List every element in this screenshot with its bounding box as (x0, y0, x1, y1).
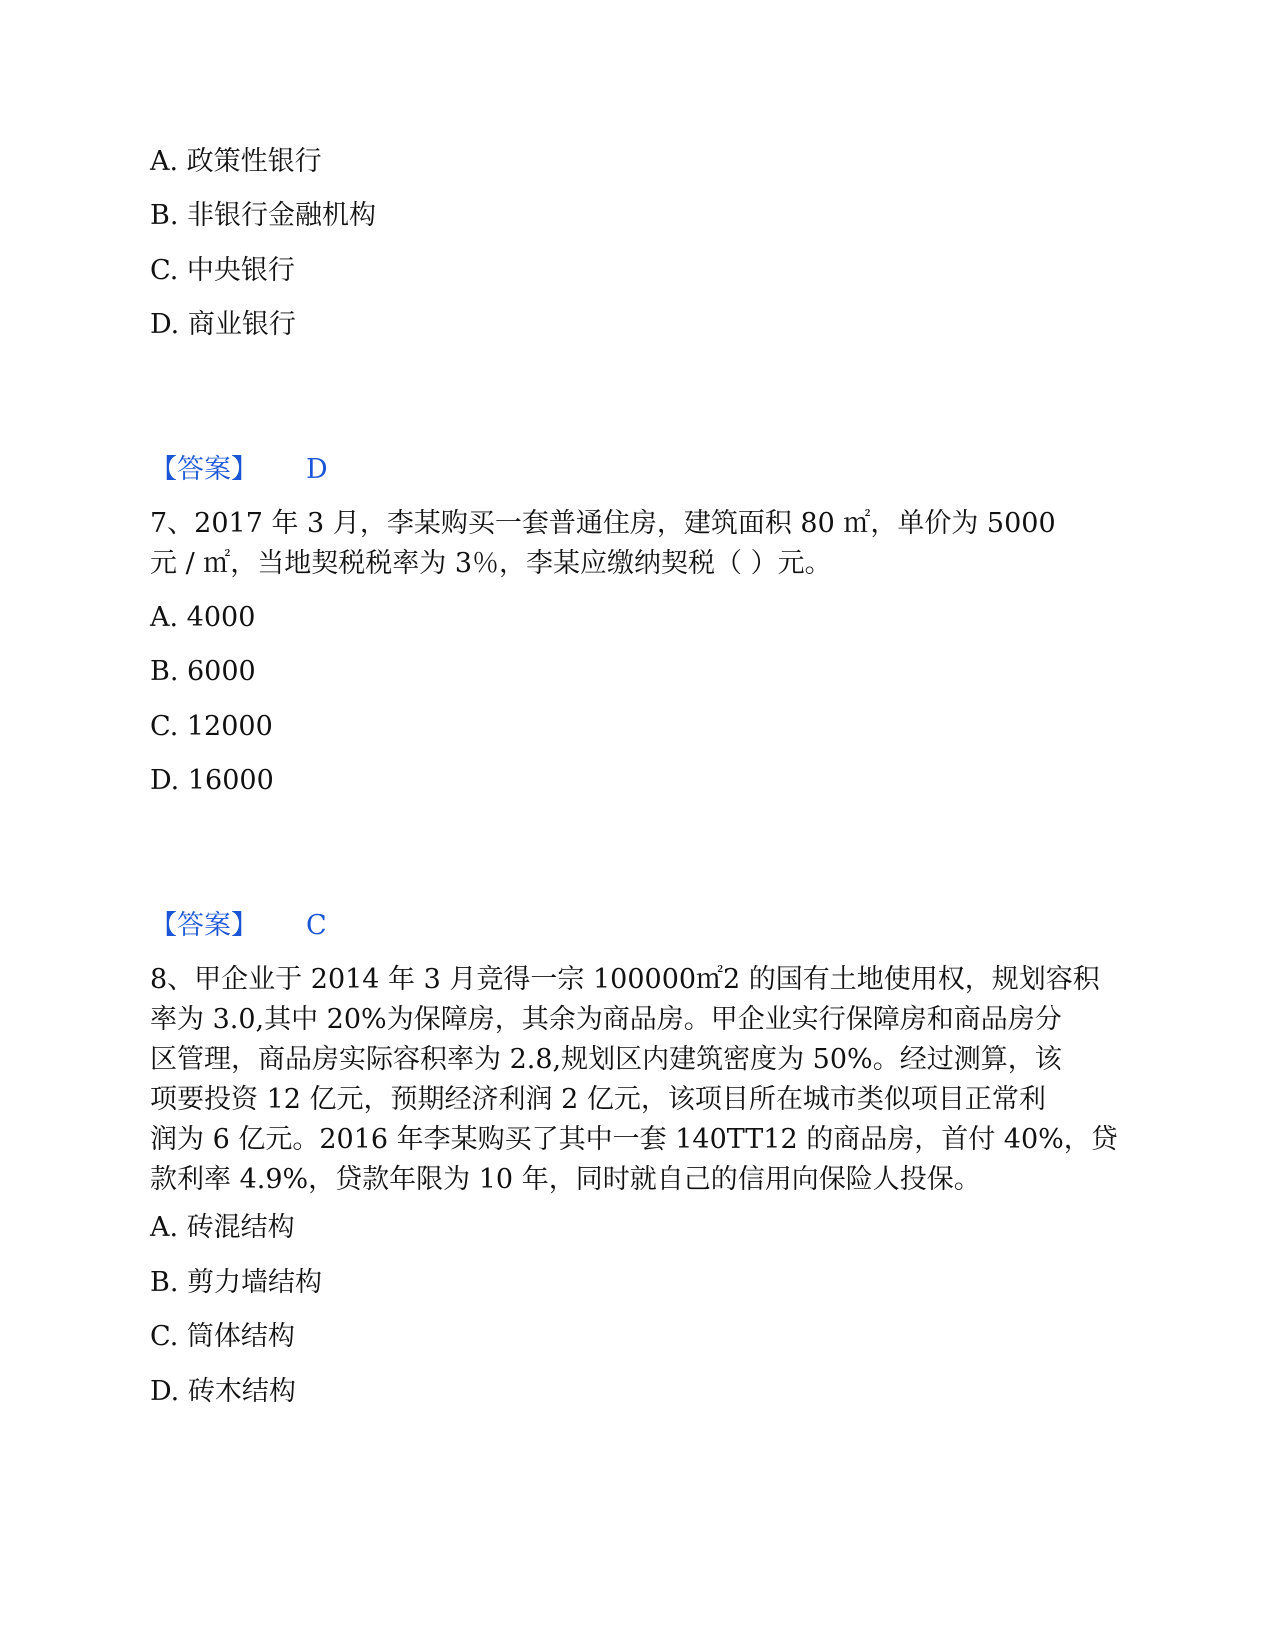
answer-value: C (306, 910, 327, 941)
q7-option-c: C. 12000 (150, 711, 273, 742)
prev-option-c: C. 中央银行 (150, 255, 295, 286)
prev-option-d: D. 商业银行 (150, 309, 296, 340)
q8-stem-line: 率为 3.0,其中 20%为保障房，其余为商品房。甲企业实行保障房和商品房分 (150, 1004, 1062, 1035)
prev-option-a: A. 政策性银行 (150, 146, 322, 177)
q8-option-c: C. 筒体结构 (150, 1321, 295, 1352)
q7-stem-line: 7、2017 年 3 月，李某购买一套普通住房，建筑面积 80 ㎡，单价为 5000 (150, 508, 1056, 539)
q8-option-b: B. 剪力墙结构 (150, 1267, 323, 1298)
q8-option-a: A. 砖混结构 (150, 1212, 295, 1243)
q7-stem (150, 504, 1110, 584)
q8-stem (150, 960, 1118, 1200)
q8-stem-line: 项要投资 12 亿元，预期经济利润 2 亿元，该项目所在城市类似项目正常利 (150, 1084, 1046, 1115)
prev-option-b: B. 非银行金融机构 (150, 200, 377, 231)
q8-stem-line: 款利率 4.9%，贷款年限为 10 年，同时就自己的信用向保险人投保。 (150, 1164, 981, 1195)
q8-stem-line: 区管理，商品房实际容积率为 2.8,规划区内建筑密度为 50%。经过测算，该 (150, 1044, 1062, 1075)
prev-answer (150, 450, 328, 490)
q8-stem-line: 润为 6 亿元。2016 年李某购买了其中一套 140TT12 的商品房，首付 40%，贷 (150, 1124, 1118, 1155)
answer-label: 【答案】 (150, 910, 258, 941)
q7-stem-line: 元 / ㎡，当地契税税率为 3％，李某应缴纳契税（ ）元。 (150, 548, 832, 579)
q7-option-d: D. 16000 (150, 765, 274, 796)
answer-value: D (306, 454, 328, 485)
q8-stem-line: 8、甲企业于 2014 年 3 月竞得一宗 100000㎡2 的国有土地使用权，规划容积 (150, 964, 1100, 995)
answer-label: 【答案】 (150, 454, 258, 485)
q7-option-b: B. 6000 (150, 656, 256, 687)
q7-answer (150, 906, 327, 946)
q7-option-a: A. 4000 (150, 602, 256, 633)
q8-option-d: D. 砖木结构 (150, 1376, 296, 1407)
